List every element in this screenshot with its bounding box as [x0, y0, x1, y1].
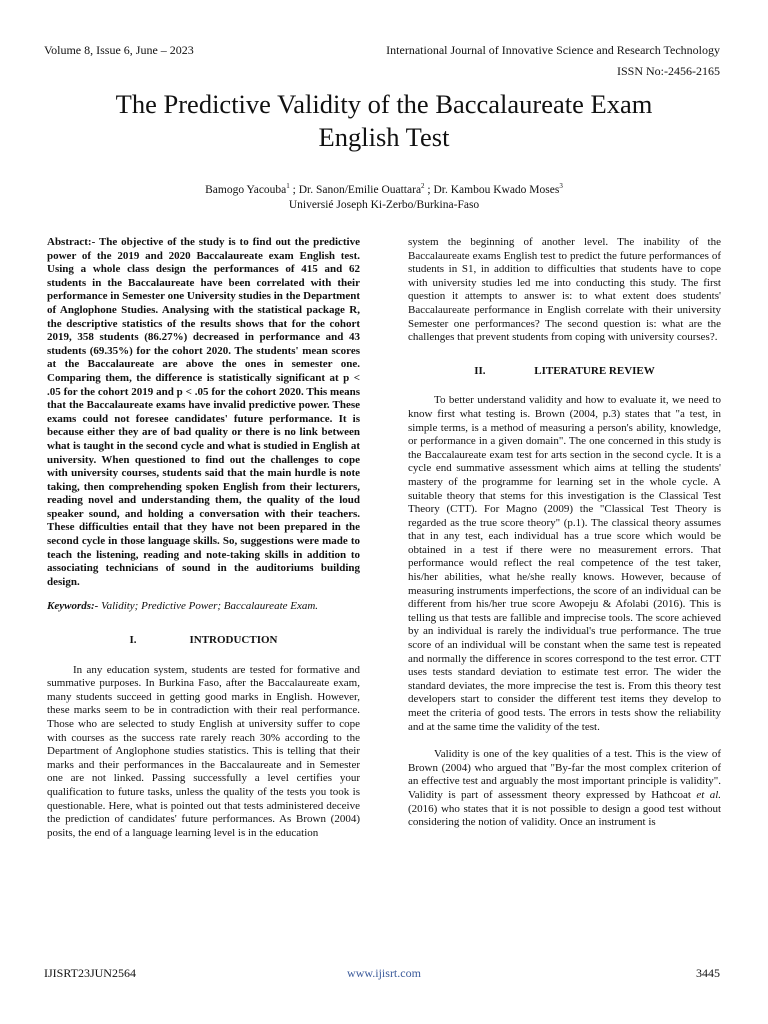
volume-info: Volume 8, Issue 6, June – 2023	[44, 43, 194, 57]
intro-paragraph-1: In any education system, students are tested for formative and summative purposes. In Burkina Faso, after the Baccalaureate exam, many students succeed in getting good marks in English. However, these marks seem to be in contradiction with their real performance. Those who are selected to study English at university suffer to cope with courses as the success rate rarely reach 30% according to the Department of Anglophone studies statistics. This is telling that their marks and their performances in the Baccalaureate and in Semester one are not linked. Passing successfully a level certifies your qualification to future tasks, unless the quality of the tests you took is questionable. Here, what is pointed out that tests administered deceive the prediction of candidates' future performances. As Brown (2004) posits, the end of a language learning level is in the education	[47, 663, 360, 839]
author-3-mark: 3	[559, 182, 563, 190]
literature-paragraph-2	[408, 748, 721, 830]
author-2-mark: 2	[421, 182, 425, 190]
literature-paragraph-1: To better understand validity and how to evaluate it, we need to know first what testing is. Brown (2004, p.3) states that "a test, in simple terms, is a method of measuring a person's ability, knowledge, or performance in a given domain". The one concerned in this study is the Baccalaureate exam test for arts section in the second cycle. It is a cycle end summative assessment which aims at telling the students' mastery of the programme for learning set in the whole cycle. A suitable theory that stems for this investigation is the Classical Test Theory (CTT). For Magno (2009) the "Classical Test Theory is regarded as the true score theory" (p.1). The classical theory assumes that in any test, each individual has a true score which would be obtained in a test if there were no measurement errors. That performance would reflect the real competence of the test taker, his/her abilities, what he/she really knows. However, because of measuring instruments imperfections, the score of an individual can be different from his/her true score Awopeju & Afolabi (2016). This is telling us that tests are fallible and imprecise tools. The score achieved by an individual is rarely the individual's true performance. The true score of an individual will be constant when the same test is repeated and normally the difference in scores correspond to the test error. CTT uses tests standard deviation to estimate test error. The wider the standard deviates, the more imprecise the test is. From this theory test developers start to consider the different test items they develop to meet the criteria of good tests. The errors in tests show the reliability and at the same time the validity of the test.	[408, 394, 721, 733]
lit-p2-end: (2016) who states that it is not possible to design a good test without considering the notion of validity. Once an instrument is	[408, 802, 721, 829]
keywords	[47, 600, 360, 614]
issn: ISSN No:-2456-2165	[616, 64, 720, 78]
section-title: INTRODUCTION	[189, 634, 278, 647]
keywords-label: Keywords:-	[47, 600, 99, 613]
author-2-text: ; Dr. Sanon/Emilie Ouattara	[289, 183, 422, 196]
title-line-1: The Predictive Validity of the Baccalaureate Exam	[115, 89, 653, 119]
section-heading-introduction	[47, 634, 360, 648]
right-column	[408, 236, 721, 830]
author-1-mark: 1	[286, 182, 290, 190]
authors-block	[40, 179, 728, 213]
journal-url[interactable]: www.ijisrt.com	[347, 966, 421, 980]
author-3-text: ; Dr. Kambou Kwado Moses	[424, 183, 560, 196]
title-line-2: English Test	[318, 122, 450, 152]
paper-title	[40, 88, 728, 154]
section-number: II.	[474, 364, 486, 377]
paper-code: IJISRT23JUN2564	[44, 966, 136, 980]
left-column	[47, 236, 360, 840]
affiliation: Universié Joseph Ki-Zerbo/Burkina-Faso	[288, 198, 480, 211]
section-heading-literature-review	[408, 365, 721, 379]
author-list	[40, 179, 728, 198]
intro-paragraph-2: system the beginning of another level. The inability of the Baccalaureate exams English test to predict the future performances of students in S1, in addition to difficulties that students have to cope with university studies led me into conducting this study. The first question it attempts to answer is: to what extent does students' Baccalaureate performance in English correlate with their university Semester one performances? The second question is: what are the challenges that prevent students from coping with university courses?.	[408, 236, 721, 344]
lit-p2-etal: et al.	[696, 788, 721, 801]
journal-name: International Journal of Innovative Science and Research Technology	[386, 43, 720, 57]
section-number: I.	[129, 634, 137, 647]
lit-p2-start: Validity is one of the key qualities of a test. This is the view of Brown (2004) who argued that "By-far the most complex criterion of an effective test and arguably the most important principle is validity". Validity is part of assessment theory expressed by Hathcoat	[408, 748, 721, 801]
abstract: Abstract:- The objective of the study is to find out the predictive power of the 2019 and 2020 Baccalaureate exam English test. Using a whole class design the performances of 415 and 62 students in the Baccalaureate have been correlated with their performance in Semester one University studies in the Department of Anglophone Studies. Analysing with the statistical package R, the descriptive statistics of the results shows that for the cohort 2019, 358 students (86.27%) decreased in performance and 43 students (69.35%) for the cohort 2020. The students' mean scores at the Baccalaureate are above the ones in semester one. Comparing them, the difference is statistically significant at p < .05 for the cohort 2019 and p < .05 for the cohort 2020. This means that the Baccalaureate exams have invalid predictive power. These exams could not foresee candidates' future performance. It is because either they are of bad quality or there is no link between what is taught in the second cycle and what is studied in English at university. When questioned to find out the challenges to cope with university courses, students said that the main hurdle is note taking, then comprehending spoken English from their lecturers, reading novel and understanding them, the quality of the loud speaker sound, and holding a conversation with their teachers. These difficulties entail that they have not been prepared in the second cycle in those language skills. So, suggestions were made to teach the listening, reading and note-taking skills in addition to associating technicians of sound in the auditoriums building design.	[47, 236, 360, 588]
author-1: Bamogo Yacouba	[205, 183, 287, 196]
section-title: LITERATURE REVIEW	[534, 364, 655, 377]
page-number: 3445	[696, 966, 720, 980]
keywords-text: Validity; Predictive Power; Baccalaureate Exam.	[98, 600, 319, 613]
